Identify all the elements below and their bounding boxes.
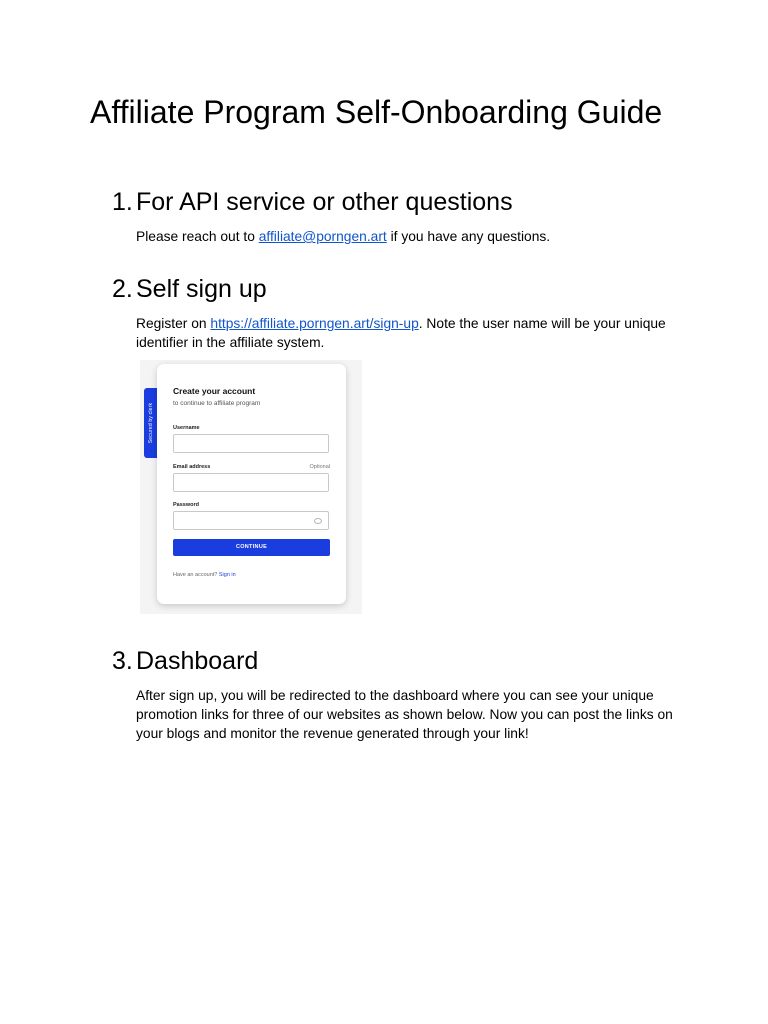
signup-card-title: Create your account — [173, 386, 256, 396]
section-paragraph-api — [136, 227, 681, 246]
password-label: Password — [173, 502, 199, 508]
continue-button[interactable]: CONTINUE — [173, 539, 330, 556]
paragraph-text: Register on — [136, 316, 211, 331]
section-heading-dashboard — [112, 646, 258, 676]
section-heading-api — [112, 187, 513, 217]
page-title: Affiliate Program Self-Onboarding Guide — [90, 94, 663, 130]
section-number: 1. — [112, 188, 133, 216]
password-input[interactable] — [173, 511, 329, 530]
email-link[interactable]: affiliate@porngen.art — [258, 229, 387, 244]
section-paragraph-dashboard: After sign up, you will be redirected to the dashboard where you can see your unique promotion links for three of our websites as shown below. Now you can post the links on your blogs and monitor the revenue generated through your link! — [136, 688, 673, 741]
section-number: 3. — [112, 647, 133, 675]
paragraph-text: . Note the user name will be your unique identifier in the affiliate system. — [136, 316, 666, 350]
email-input[interactable] — [173, 473, 329, 492]
paragraph-text: Please reach out to — [136, 229, 259, 244]
signup-link[interactable]: https://affiliate.porngen.art/sign-up — [210, 316, 419, 331]
paragraph-text: if you have any questions. — [386, 229, 551, 244]
email-label: Email address — [173, 464, 211, 470]
signup-form-screenshot — [140, 360, 362, 614]
signup-card — [157, 364, 346, 604]
section-paragraph-signup — [136, 314, 681, 352]
secured-by-text: Secured by clerk — [147, 402, 154, 444]
signin-prompt — [173, 572, 236, 578]
section-number: 2. — [112, 275, 133, 303]
section-heading-text: For API service or other questions — [136, 188, 513, 216]
signup-card-subtitle: to continue to affiliate program — [173, 400, 261, 407]
section-heading-text: Dashboard — [136, 647, 259, 675]
username-input[interactable] — [173, 434, 329, 453]
eye-icon[interactable] — [314, 518, 322, 524]
secured-by-clerk-badge — [144, 388, 157, 458]
section-heading-signup — [112, 274, 267, 304]
have-account-text: Have an account? — [173, 572, 219, 578]
sign-in-link[interactable]: Sign in — [218, 572, 236, 578]
username-label: Username — [173, 425, 200, 431]
optional-label: Optional — [309, 464, 330, 470]
section-heading-text: Self sign up — [136, 275, 267, 303]
